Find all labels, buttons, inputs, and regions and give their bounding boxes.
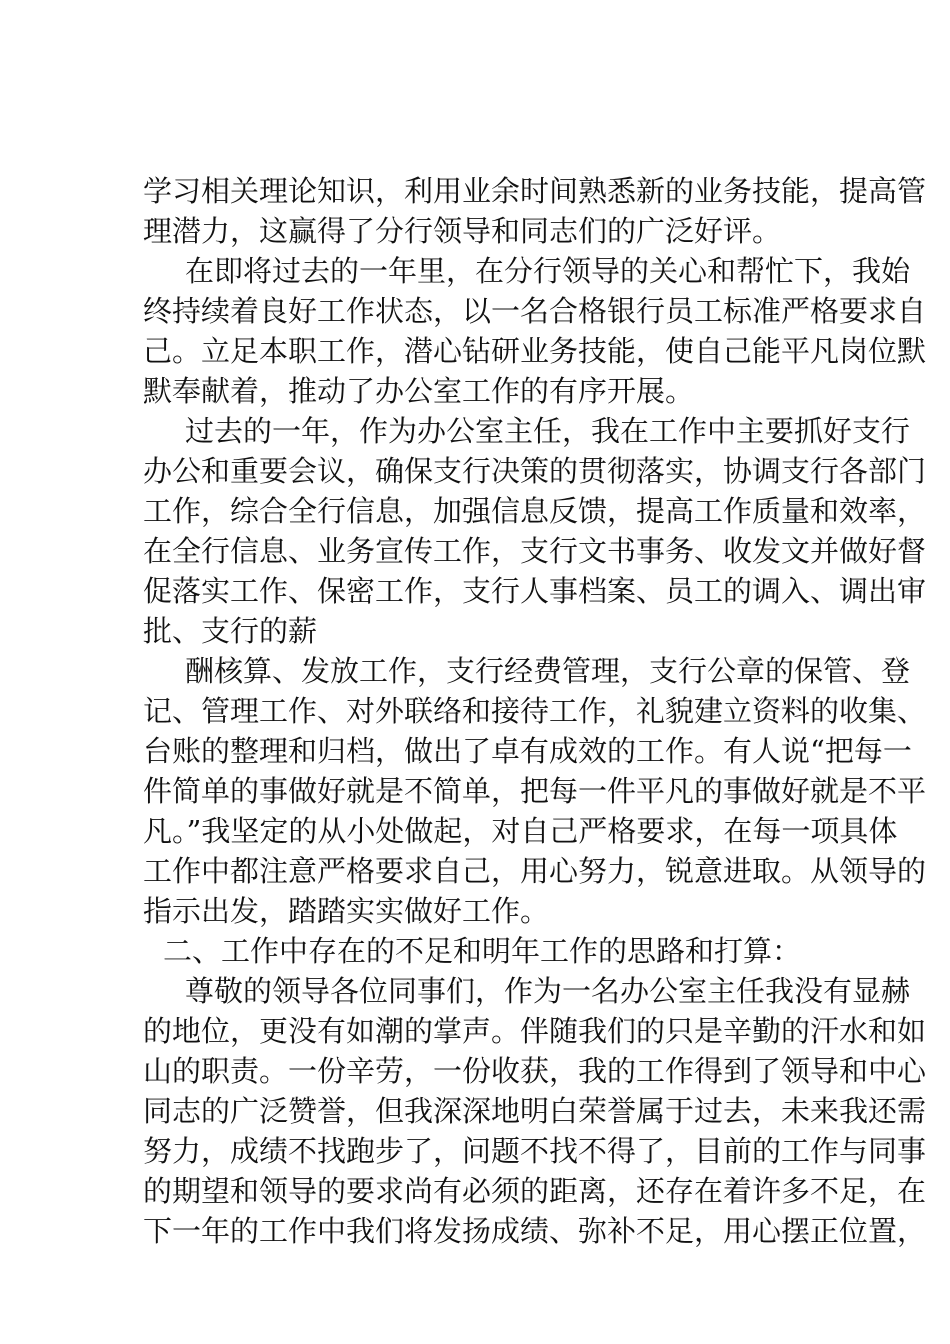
- paragraph-line: 酬核算、发放工作，支行经费管理，支行公章的保管、登: [185, 654, 911, 688]
- paragraph-line: 批、支行的薪: [143, 614, 318, 648]
- paragraph-line: 记、管理工作、对外联络和接待工作，礼貌建立资料的收集、: [143, 694, 927, 728]
- paragraph-line: 的期望和领导的要求尚有必须的距离，还存在着许多不足，在: [143, 1174, 927, 1208]
- paragraph-line: 下一年的工作中我们将发扬成绩、弥补不足，用心摆正位置，: [143, 1214, 927, 1248]
- paragraph-line: 工作中都注意严格要求自己，用心努力，锐意进取。从领导的: [143, 854, 927, 888]
- paragraph-line: 尊敬的领导各位同事们，作为一名办公室主任我没有显赫: [185, 974, 911, 1008]
- paragraph-line: 指示出发，踏踏实实做好工作。: [143, 894, 550, 928]
- paragraph-line: 工作，综合全行信息，加强信息反馈，提高工作质量和效率，: [143, 494, 927, 528]
- paragraph-line: 件简单的事做好就是不简单，把每一件平凡的事做好就是不平: [143, 774, 927, 808]
- paragraph-line: 努力，成绩不找跑步了，问题不找不得了，目前的工作与同事: [143, 1134, 927, 1168]
- section-heading: 二、工作中存在的不足和明年工作的思路和打算：: [163, 934, 802, 968]
- paragraph-line: 凡。”我坚定的从小处做起，对自己严格要求，在每一项具体: [143, 814, 898, 848]
- paragraph-line: 理潜力，这赢得了分行领导和同志们的广泛好评。: [143, 214, 782, 248]
- paragraph-line: 同志的广泛赞誉，但我深深地明白荣誉属于过去，未来我还需: [143, 1094, 927, 1128]
- paragraph-line: 的地位，更没有如潮的掌声。伴随我们的只是辛勤的汗水和如: [143, 1014, 927, 1048]
- paragraph-line: 默奉献着，推动了办公室工作的有序开展。: [143, 374, 695, 408]
- paragraph-line: 在即将过去的一年里，在分行领导的关心和帮忙下，我始: [185, 254, 911, 288]
- paragraph-line: 己。立足本职工作，潜心钻研业务技能，使自己能平凡岗位默: [143, 334, 927, 368]
- paragraph-line: 学习相关理论知识，利用业余时间熟悉新的业务技能，提高管: [143, 174, 927, 208]
- paragraph-line: 山的职责。一份辛劳，一份收获，我的工作得到了领导和中心: [143, 1054, 927, 1088]
- paragraph-line: 办公和重要会议，确保支行决策的贯彻落实，协调支行各部门: [143, 454, 927, 488]
- paragraph-line: 台账的整理和归档，做出了卓有成效的工作。有人说“把每一: [143, 734, 912, 768]
- paragraph-line: 终持续着良好工作状态，以一名合格银行员工标准严格要求自: [143, 294, 927, 328]
- paragraph-line: 在全行信息、业务宣传工作，支行文书事务、收发文并做好督: [143, 534, 927, 568]
- paragraph-line: 过去的一年，作为办公室主任，我在工作中主要抓好支行: [185, 414, 911, 448]
- paragraph-line: 促落实工作、保密工作，支行人事档案、员工的调入、调出审: [143, 574, 927, 608]
